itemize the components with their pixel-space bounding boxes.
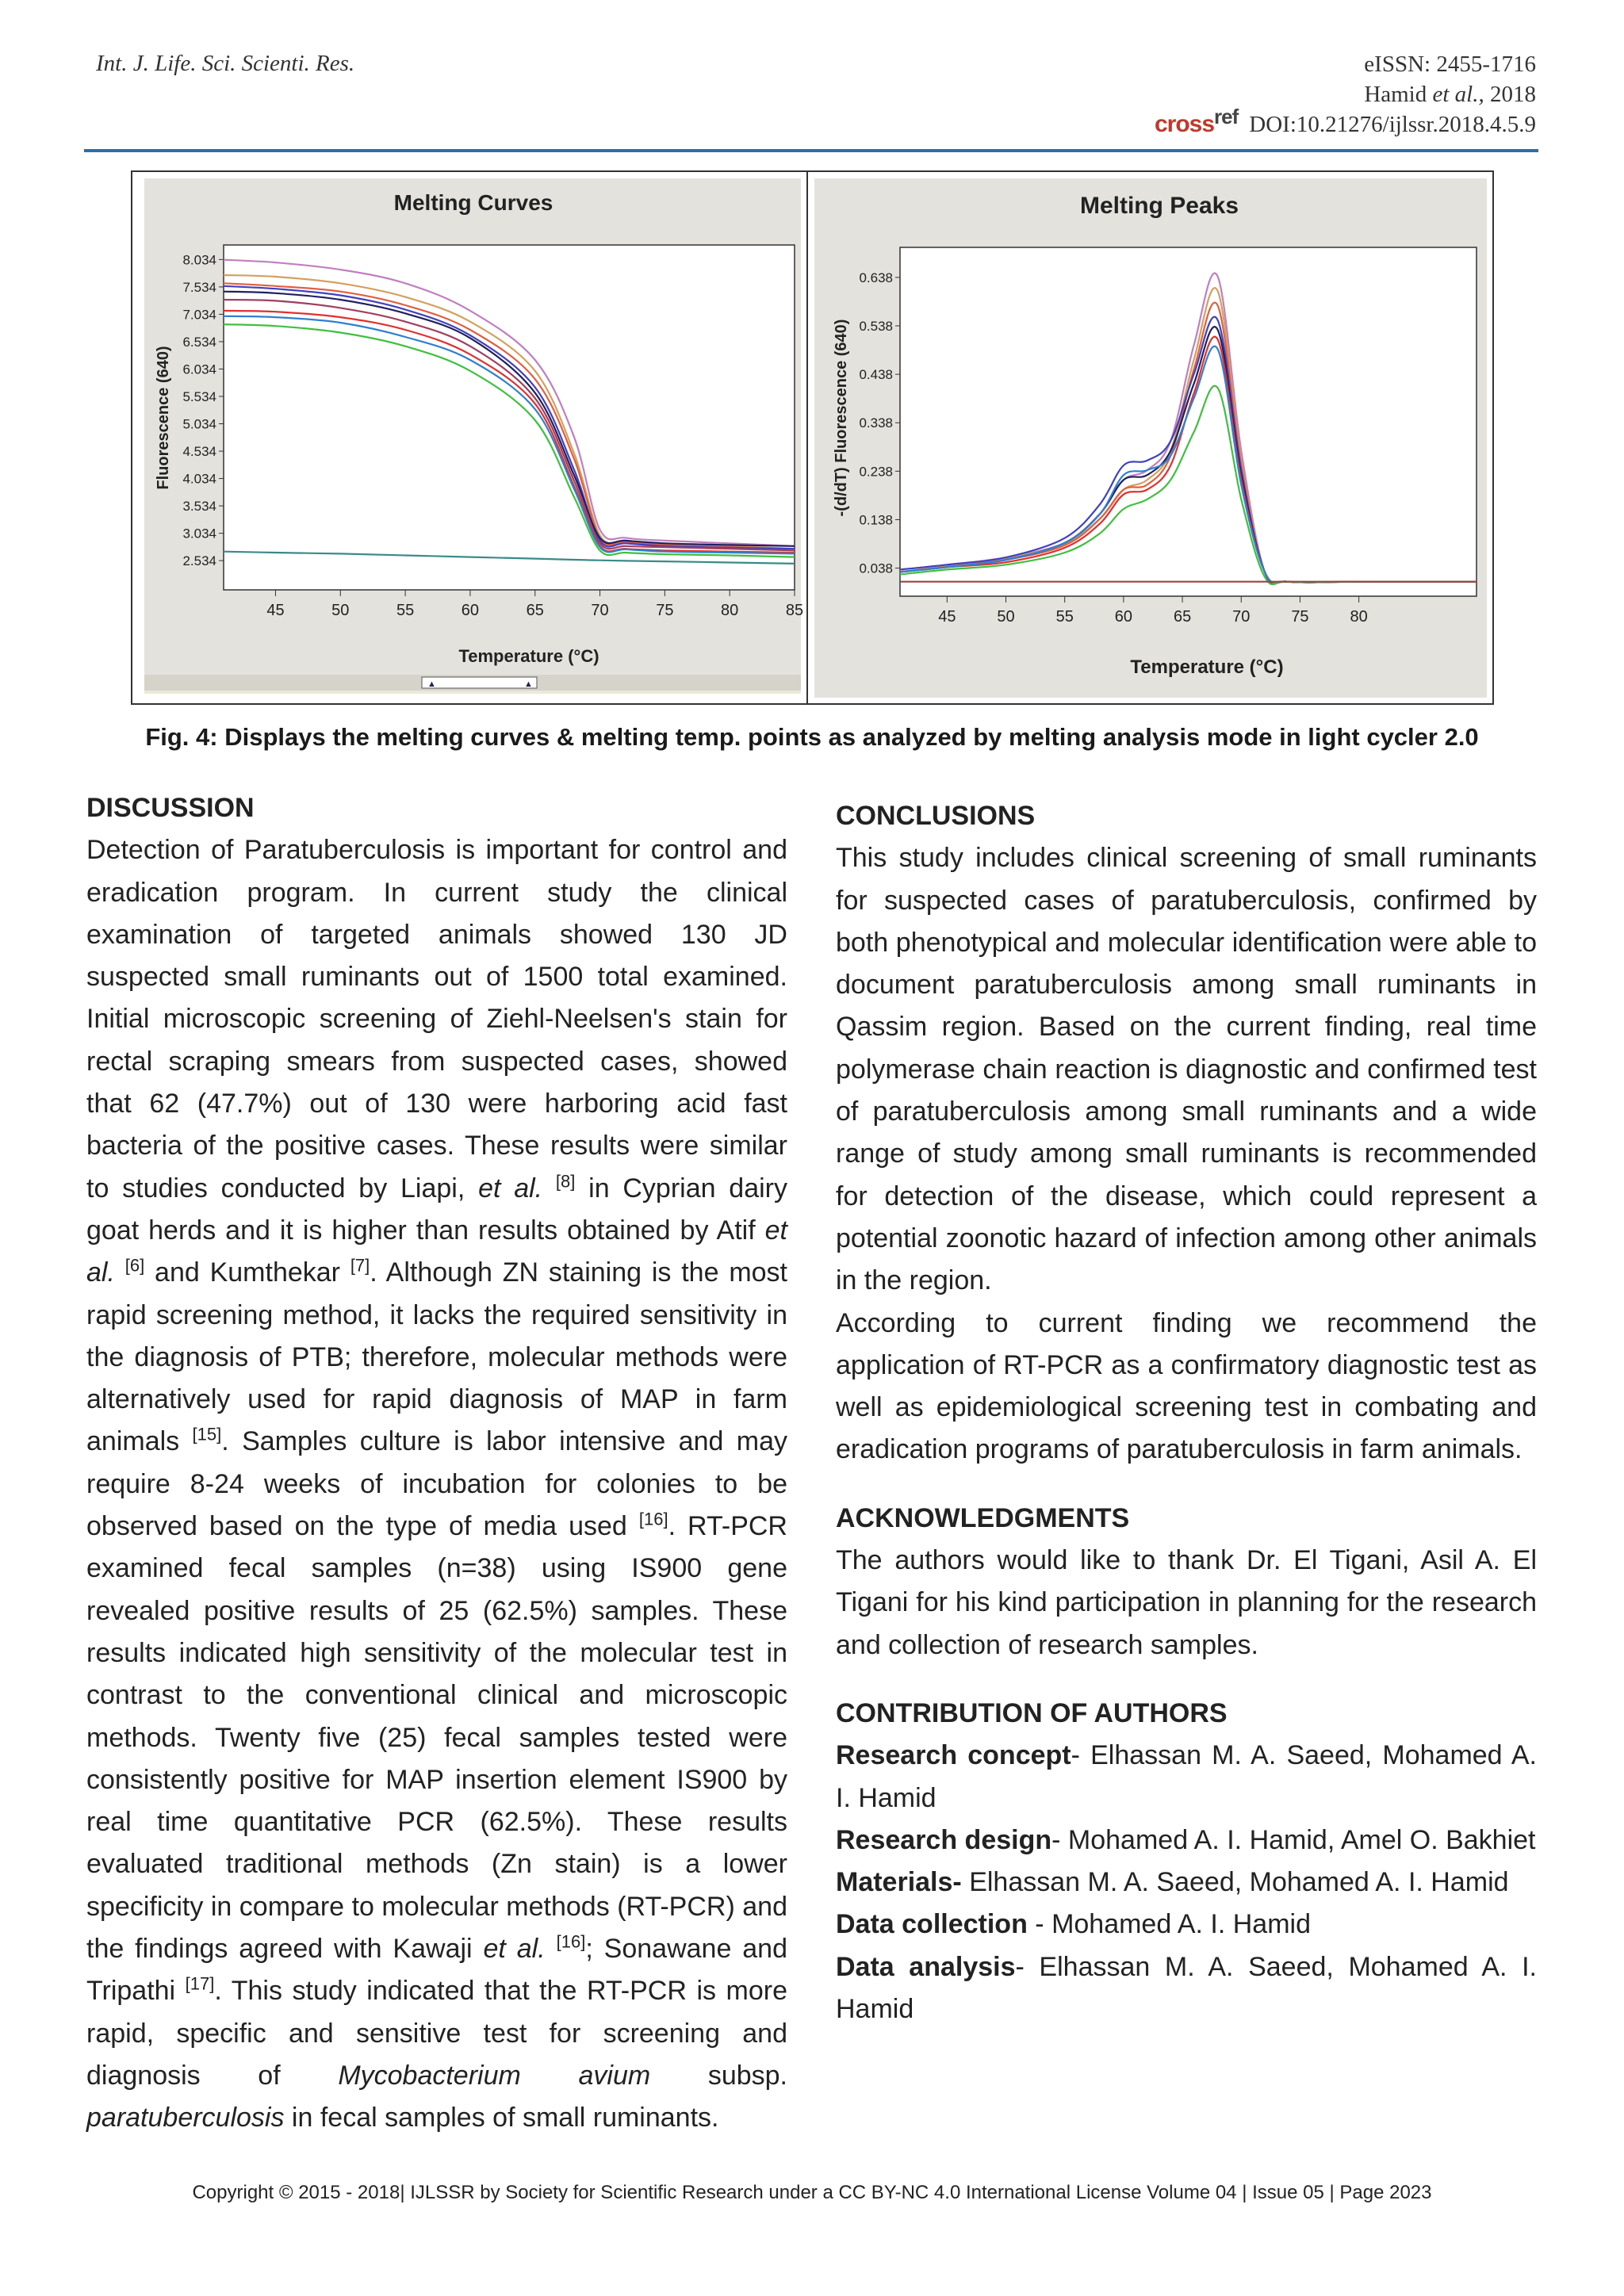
conclusions-p1: This study includes clinical screening of small ruminants for suspected cases of paratuberculosis, confirmed by both phenotypical and molecular identification were able to document paratuberculosis among small ruminants in Qassim region. Based on the current finding, real time polymerase chain reaction is diagnostic and confirmed test of paratuberculosis among small ruminants and a wide range of study among small ruminants is recommended for detection of the disease, which could represent a potential zoonotic hazard of infection among other animals in the region. xyxy=(836,843,1537,1296)
melting-peaks-ylabel: -(d/dT) Fluorescence (640) xyxy=(833,319,850,517)
mp-xtick-label: 55 xyxy=(1055,608,1074,626)
mp-ytick-label: 0.038 xyxy=(859,561,893,576)
contribution-item: Research concept- Elhassan M. A. Saeed, Mohamed A. I. Hamid xyxy=(836,1740,1537,1813)
mc-ytick-label: 2.534 xyxy=(182,553,216,569)
mp-xtick-label: 75 xyxy=(1291,608,1309,626)
contribution-item: Data collection - Mohamed A. I. Hamid xyxy=(836,1909,1311,1940)
citation-15[interactable]: [15] xyxy=(192,1425,222,1445)
svg-text:▲: ▲ xyxy=(427,679,436,689)
mc-xtick-label: 50 xyxy=(331,602,350,619)
mc-ytick-label: 8.034 xyxy=(182,252,216,268)
mp-ytick-label: 0.238 xyxy=(859,464,893,480)
doi[interactable]: DOI:10.21276/ijlssr.2018.4.5.9 xyxy=(1249,112,1536,137)
contribution-item: Data analysis- Elhassan M. A. Saeed, Mohamed A. I. Hamid xyxy=(836,1951,1537,2025)
header-rule xyxy=(84,149,1538,152)
mc-ytick-label: 7.034 xyxy=(182,307,216,323)
citation-17[interactable]: [17] xyxy=(185,1973,215,1994)
contribution-heading: CONTRIBUTION OF AUTHORS xyxy=(836,1697,1228,1728)
melting-peaks-title: Melting Peaks xyxy=(1079,193,1239,219)
mp-ytick-label: 0.138 xyxy=(859,512,893,528)
mc-xtick-label: 75 xyxy=(656,602,674,619)
figure-4 xyxy=(131,170,1494,705)
right-column xyxy=(836,795,1537,2030)
discussion-section xyxy=(86,787,787,2140)
scrollbar-thumb[interactable] xyxy=(422,677,537,688)
mp-xtick-label: 65 xyxy=(1173,608,1192,626)
mc-ytick-label: 5.534 xyxy=(182,388,216,404)
mp-xtick-label: 50 xyxy=(997,608,1015,626)
figure-caption: Fig. 4: Displays the melting curves & melting temp. points as analyzed by melting analysis mode in light cycler 2.0 xyxy=(145,723,1479,751)
melting-peaks-panel xyxy=(814,178,1487,698)
contribution-item: Materials- Elhassan M. A. Saeed, Mohamed A. I. Hamid xyxy=(836,1867,1509,1898)
discussion-body: Detection of Paratuberculosis is important for control and eradication program. In current study the clinical examination of targeted animals showed 130 JD suspected small ruminants out of 1500 total examined. Initial microscopic screening of Ziehl-Neelsen's stain for rectal scraping smears from suspected cases, showed that 62 (47.7%) out of 130 were harboring acid fast bacteria of the positive cases. These results were similar to studies conducted by Liapi, et al. [8] in Cyprian dairy goat herds and it is higher than results obtained by Atif et al. [6] and Kumthekar [7]. Although ZN staining is the most rapid screening method, it lacks the required sensitivity in the diagnosis of PTB; therefore, molecular methods were alternatively used for rapid diagnosis of MAP in farm animals [15]. Samples culture is labor intensive and may require 8-24 weeks of incubation for colonies to be observed based on the type of media used [16]. RT-PCR examined fecal samples (n=38) using IS900 gene revealed positive results of 25 (62.5%) samples. These results indicated high sensitivity of the molecular test in contrast to the conventional clinical and microscopic methods. Twenty five (25) fecal samples tested were consistently positive for MAP insertion element IS900 by real time quantitative PCR (62.5%). These results evaluated traditional methods (Zn stain) is a lower specificity in compare to molecular methods (RT-PCR) and the findings agreed with Kawaji et al. [16]; Sonawane and Tripathi [17]. This study indicated that the RT-PCR is more rapid, specific and sensitive test for screening and diagnosis of Mycobacterium avium subsp. paratuberculosis in fecal samples of small ruminants. xyxy=(86,835,788,2133)
mc-ytick-label: 6.034 xyxy=(182,362,216,377)
mc-xtick-label: 70 xyxy=(591,602,609,619)
acknowledgments-text: The authors would like to thank Dr. El Tigani, Asil A. El Tigani for his kind participation in planning for the research and collection of research samples. xyxy=(836,1545,1537,1660)
mp-xtick-label: 60 xyxy=(1114,608,1133,626)
melting-curves-xlabel: Temperature (°C) xyxy=(458,646,599,666)
mc-xtick-label: 60 xyxy=(461,602,480,619)
citation-8[interactable]: [8] xyxy=(555,1171,576,1192)
mc-xtick-label: 80 xyxy=(721,602,739,619)
discussion-heading: DISCUSSION xyxy=(86,793,255,823)
mc-ytick-label: 6.534 xyxy=(182,334,216,350)
contribution-item: Research design- Mohamed A. I. Hamid, Amel O. Bakhiet xyxy=(836,1824,1536,1855)
mp-xtick-label: 45 xyxy=(938,608,956,626)
melting-peaks-xlabel: Temperature (°C) xyxy=(1130,656,1284,678)
mc-xtick-label: 65 xyxy=(526,602,544,619)
mc-ytick-label: 3.534 xyxy=(182,499,216,515)
mc-xtick-label: 45 xyxy=(266,602,285,619)
mc-ytick-label: 4.534 xyxy=(182,444,216,460)
citation-16[interactable]: [16] xyxy=(638,1509,668,1529)
conclusions-p2: According to current finding we recommend the application of RT-PCR as a confirmatory diagnostic test as well as epidemiological screening test in combating and eradication programs of paratuberculosis in farm animals. xyxy=(836,1307,1537,1465)
mc-ytick-label: 7.534 xyxy=(182,279,216,295)
mc-ytick-label: 3.034 xyxy=(182,526,216,541)
author-citation: Hamid et al., 2018 xyxy=(1364,82,1536,107)
mc-xtick-label: 55 xyxy=(396,602,415,619)
mp-xtick-label: 80 xyxy=(1350,608,1368,626)
melting-curves-panel xyxy=(144,178,803,694)
melting-curves-ylabel: Fluorescence (640) xyxy=(155,346,172,490)
crossref-logo: crossref xyxy=(1154,105,1239,137)
mp-xtick-label: 70 xyxy=(1232,608,1251,626)
mc-ytick-label: 4.034 xyxy=(182,471,216,487)
citation-16b[interactable]: [16] xyxy=(556,1931,586,1952)
mp-ytick-label: 0.338 xyxy=(859,415,893,431)
citation-7[interactable]: [7] xyxy=(350,1255,370,1276)
melting-curves-title: Melting Curves xyxy=(393,190,553,215)
header-meta xyxy=(1155,49,1536,140)
acknowledgments-heading: ACKNOWLEDGMENTS xyxy=(836,1502,1130,1533)
page-footer: Copyright © 2015 - 2018| IJLSSR by Society for Scientific Research under a CC BY-NC 4.0 International License Volume 04 | Issue 05 | Page 2023 xyxy=(192,2182,1432,2203)
eissn: eISSN: 2455-1716 xyxy=(1364,52,1536,77)
mp-ytick-label: 0.638 xyxy=(859,270,893,285)
mp-ytick-label: 0.538 xyxy=(859,319,893,334)
conclusions-heading: CONCLUSIONS xyxy=(836,801,1036,831)
mc-xtick-label: 85 xyxy=(785,602,804,619)
journal-name: Int. J. Life. Sci. Scienti. Res. xyxy=(96,51,355,76)
mc-ytick-label: 5.034 xyxy=(182,416,216,432)
svg-text:▲: ▲ xyxy=(524,679,533,689)
doi-line xyxy=(1154,105,1536,140)
citation-6[interactable]: [6] xyxy=(124,1255,145,1276)
mp-ytick-label: 0.438 xyxy=(859,367,893,383)
